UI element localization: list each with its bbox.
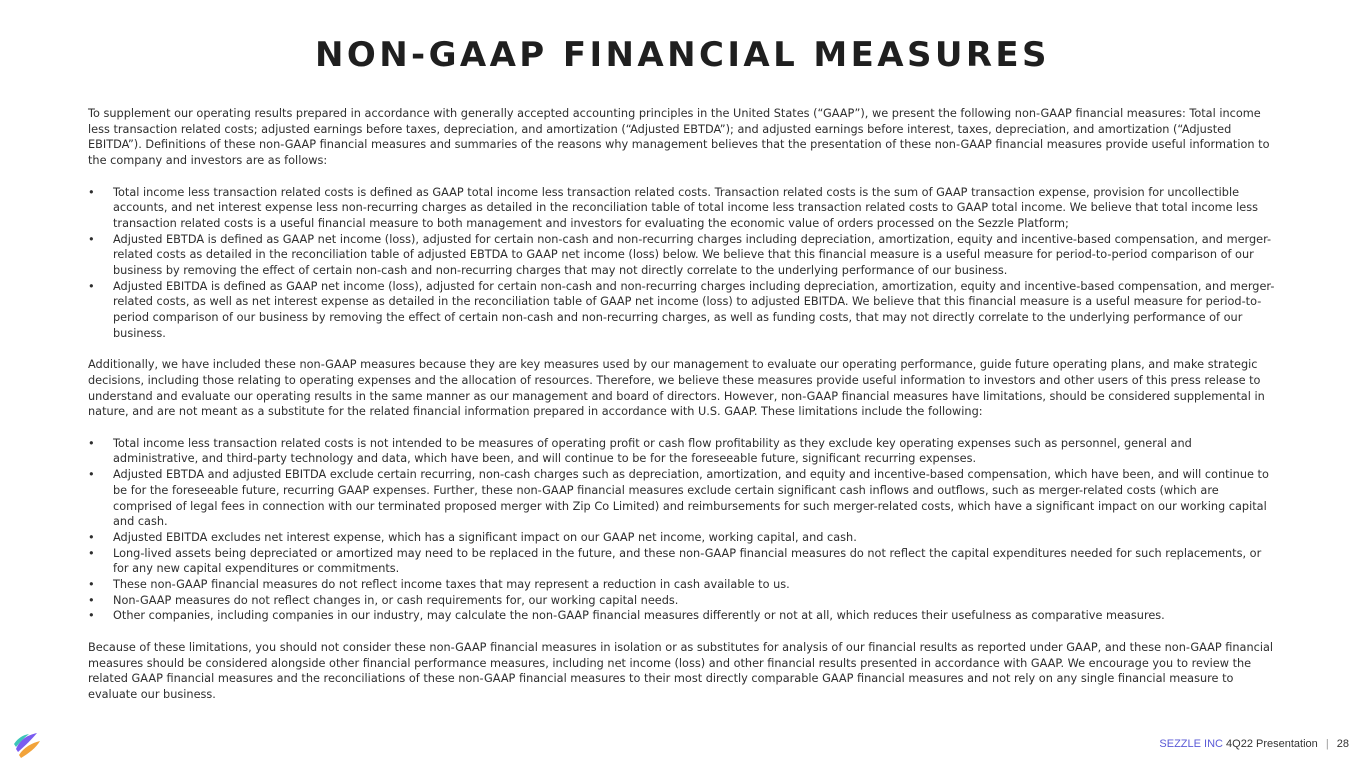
- footer: [1159, 738, 1349, 750]
- sezzle-logo-icon: [10, 727, 44, 761]
- list-item: [88, 530, 1278, 546]
- list-item-text: Total income less transaction related costs is not intended to be measures of operating profit or cash flow profitability as they exclude key operating expenses such as personnel, general and administrative, and third-party technology and data, which have been, and will continue to be for the foreseeable future, significant recurring expenses.: [113, 436, 1192, 466]
- list-item-text: These non-GAAP financial measures do not reflect income taxes that may represent a reduction in cash available to us.: [113, 578, 790, 592]
- list-item-text: Other companies, including companies in our industry, may calculate the non-GAAP financial measures differently or not at all, which reduces their usefulness as comparative measures.: [113, 609, 1165, 623]
- intro-paragraph: To supplement our operating results prepared in accordance with generally accepted accounting principles in the United States (“GAAP”), we present the following non-GAAP financial measures: Total income less transaction related costs; adjusted earnings before taxes, depreciation, and amortization (“Adjusted EBTDA”); and adjusted earnings before interest, taxes, depreciation, and amortization (“Adjusted EBITDA”). Definitions of these non-GAAP financial measures and summaries of the reasons why management believes that the presentation of these non-GAAP financial measures provide useful information to the company and investors are as follows:: [88, 107, 1270, 168]
- bullet-icon: •: [88, 185, 95, 199]
- definitions-list: [88, 185, 1278, 342]
- bullet-icon: •: [88, 436, 95, 450]
- body-content: [88, 106, 1278, 718]
- list-item-text: Adjusted EBITDA excludes net interest expense, which has a significant impact on our GAAP net income, working capital, and cash.: [113, 530, 857, 544]
- list-item-text: Adjusted EBTDA is defined as GAAP net income (loss), adjusted for certain non-cash and non-recurring charges including depreciation, amortization, equity and incentive-based compensation, and merger-related costs as detailed in the reconciliation table of adjusted EBTDA to GAAP net income (loss) below. We believe that this financial measure is a useful measure for period-to-period comparison of our business by removing the effect of certain non-cash and non-recurring charges that may not directly correlate to the underlying performance of our business.: [113, 232, 1272, 278]
- list-item-text: Non-GAAP measures do not reflect changes in, or cash requirements for, our working capital needs.: [113, 593, 679, 607]
- list-item: [88, 608, 1278, 624]
- page-title: NON-GAAP FINANCIAL MEASURES: [315, 35, 1050, 75]
- page-number: 28: [1336, 738, 1349, 750]
- list-item-text: Adjusted EBTDA and adjusted EBITDA exclude certain recurring, non-cash charges such as depreciation, amortization, and equity and incentive-based compensation, which have been, and will continue to be for the foreseeable future, recurring GAAP expenses. Further, these non-GAAP financial measures exclude certain significant cash inflows and outflows, such as merger-related costs (which are comprised of legal fees in connection with our terminated proposed merger with Zip Co Limited) and reimbursements for such merger-related costs, which have a significant impact on our working capital and cash.: [113, 468, 1269, 529]
- list-item-text: Total income less transaction related costs is defined as GAAP total income less transaction related costs. Transaction related costs is the sum of GAAP transaction expense, provision for uncollectible accounts, and net interest expense less non-recurring charges as detailed in the reconciliation table of total income less transaction related costs to GAAP total income. We believe that total income less transaction related costs is a useful financial measure to both management and investors for evaluating the economic value of orders processed on the Sezzle Platform;: [113, 185, 1259, 230]
- list-item: [88, 593, 1278, 609]
- list-item-text: Long-lived assets being depreciated or amortized may need to be replaced in the future, and these non-GAAP financial measures do not reflect the capital expenditures needed for such replacements, or for any new capital expenditures or commitments.: [113, 546, 1262, 576]
- conclusion-paragraph: Because of these limitations, you should not consider these non-GAAP financial measures in isolation or as substitutes for analysis of our financial results as reported under GAAP, and these non-GAAP financial measures should be considered alongside other financial performance measures, including net income (loss) and other financial results presented in accordance with GAAP. We encourage you to review the related GAAP financial measures and the reconciliations of these non-GAAP financial measures to their most directly comparable GAAP financial measures and not rely on any single financial measure to evaluate our business.: [88, 640, 1274, 701]
- list-item: [88, 467, 1278, 530]
- bullet-icon: •: [88, 593, 95, 607]
- list-item: [88, 232, 1278, 279]
- footer-separator: |: [1325, 738, 1329, 750]
- list-item: [88, 577, 1278, 593]
- list-item-text: Adjusted EBITDA is defined as GAAP net income (loss), adjusted for certain non-cash and non-recurring charges including depreciation, amortization, equity and incentive-based compensation, and merger-related costs, as well as net interest expense as detailed in the reconciliation table of GAAP net income (loss) to adjusted EBITDA. We believe that this financial measure is a useful measure for period-to-period comparison of our business by removing the effect of certain non-cash and non-recurring charges, as well as funding costs, that may not directly correlate to the underlying performance of our business.: [113, 279, 1275, 340]
- bullet-icon: •: [88, 468, 95, 482]
- footer-presentation: 4Q22 Presentation: [1226, 738, 1318, 750]
- list-item: [88, 279, 1278, 342]
- bullet-icon: •: [88, 530, 95, 544]
- list-item: [88, 185, 1278, 232]
- limitations-list: [88, 436, 1278, 624]
- list-item: [88, 546, 1278, 577]
- list-item: [88, 436, 1278, 467]
- bullet-icon: •: [88, 232, 95, 246]
- bullet-icon: •: [88, 279, 95, 293]
- bullet-icon: •: [88, 546, 95, 560]
- bullet-icon: •: [88, 578, 95, 592]
- bullet-icon: •: [88, 609, 95, 623]
- additional-paragraph: Additionally, we have included these non-GAAP measures because they are key measures used by our management to evaluate our operating performance, guide future operating plans, and make strategic decisions, including those relating to operating expenses and the allocation of resources. Therefore, we believe these measures provide useful information to investors and other users of this press release to understand and evaluate our operating results in the same manner as our management and board of directors. However, non-GAAP financial measures have limitations, should be considered supplemental in nature, and are not meant as a substitute for the related financial information prepared in accordance with U.S. GAAP. These limitations include the following:: [88, 358, 1265, 419]
- footer-company: SEZZLE INC: [1159, 738, 1223, 750]
